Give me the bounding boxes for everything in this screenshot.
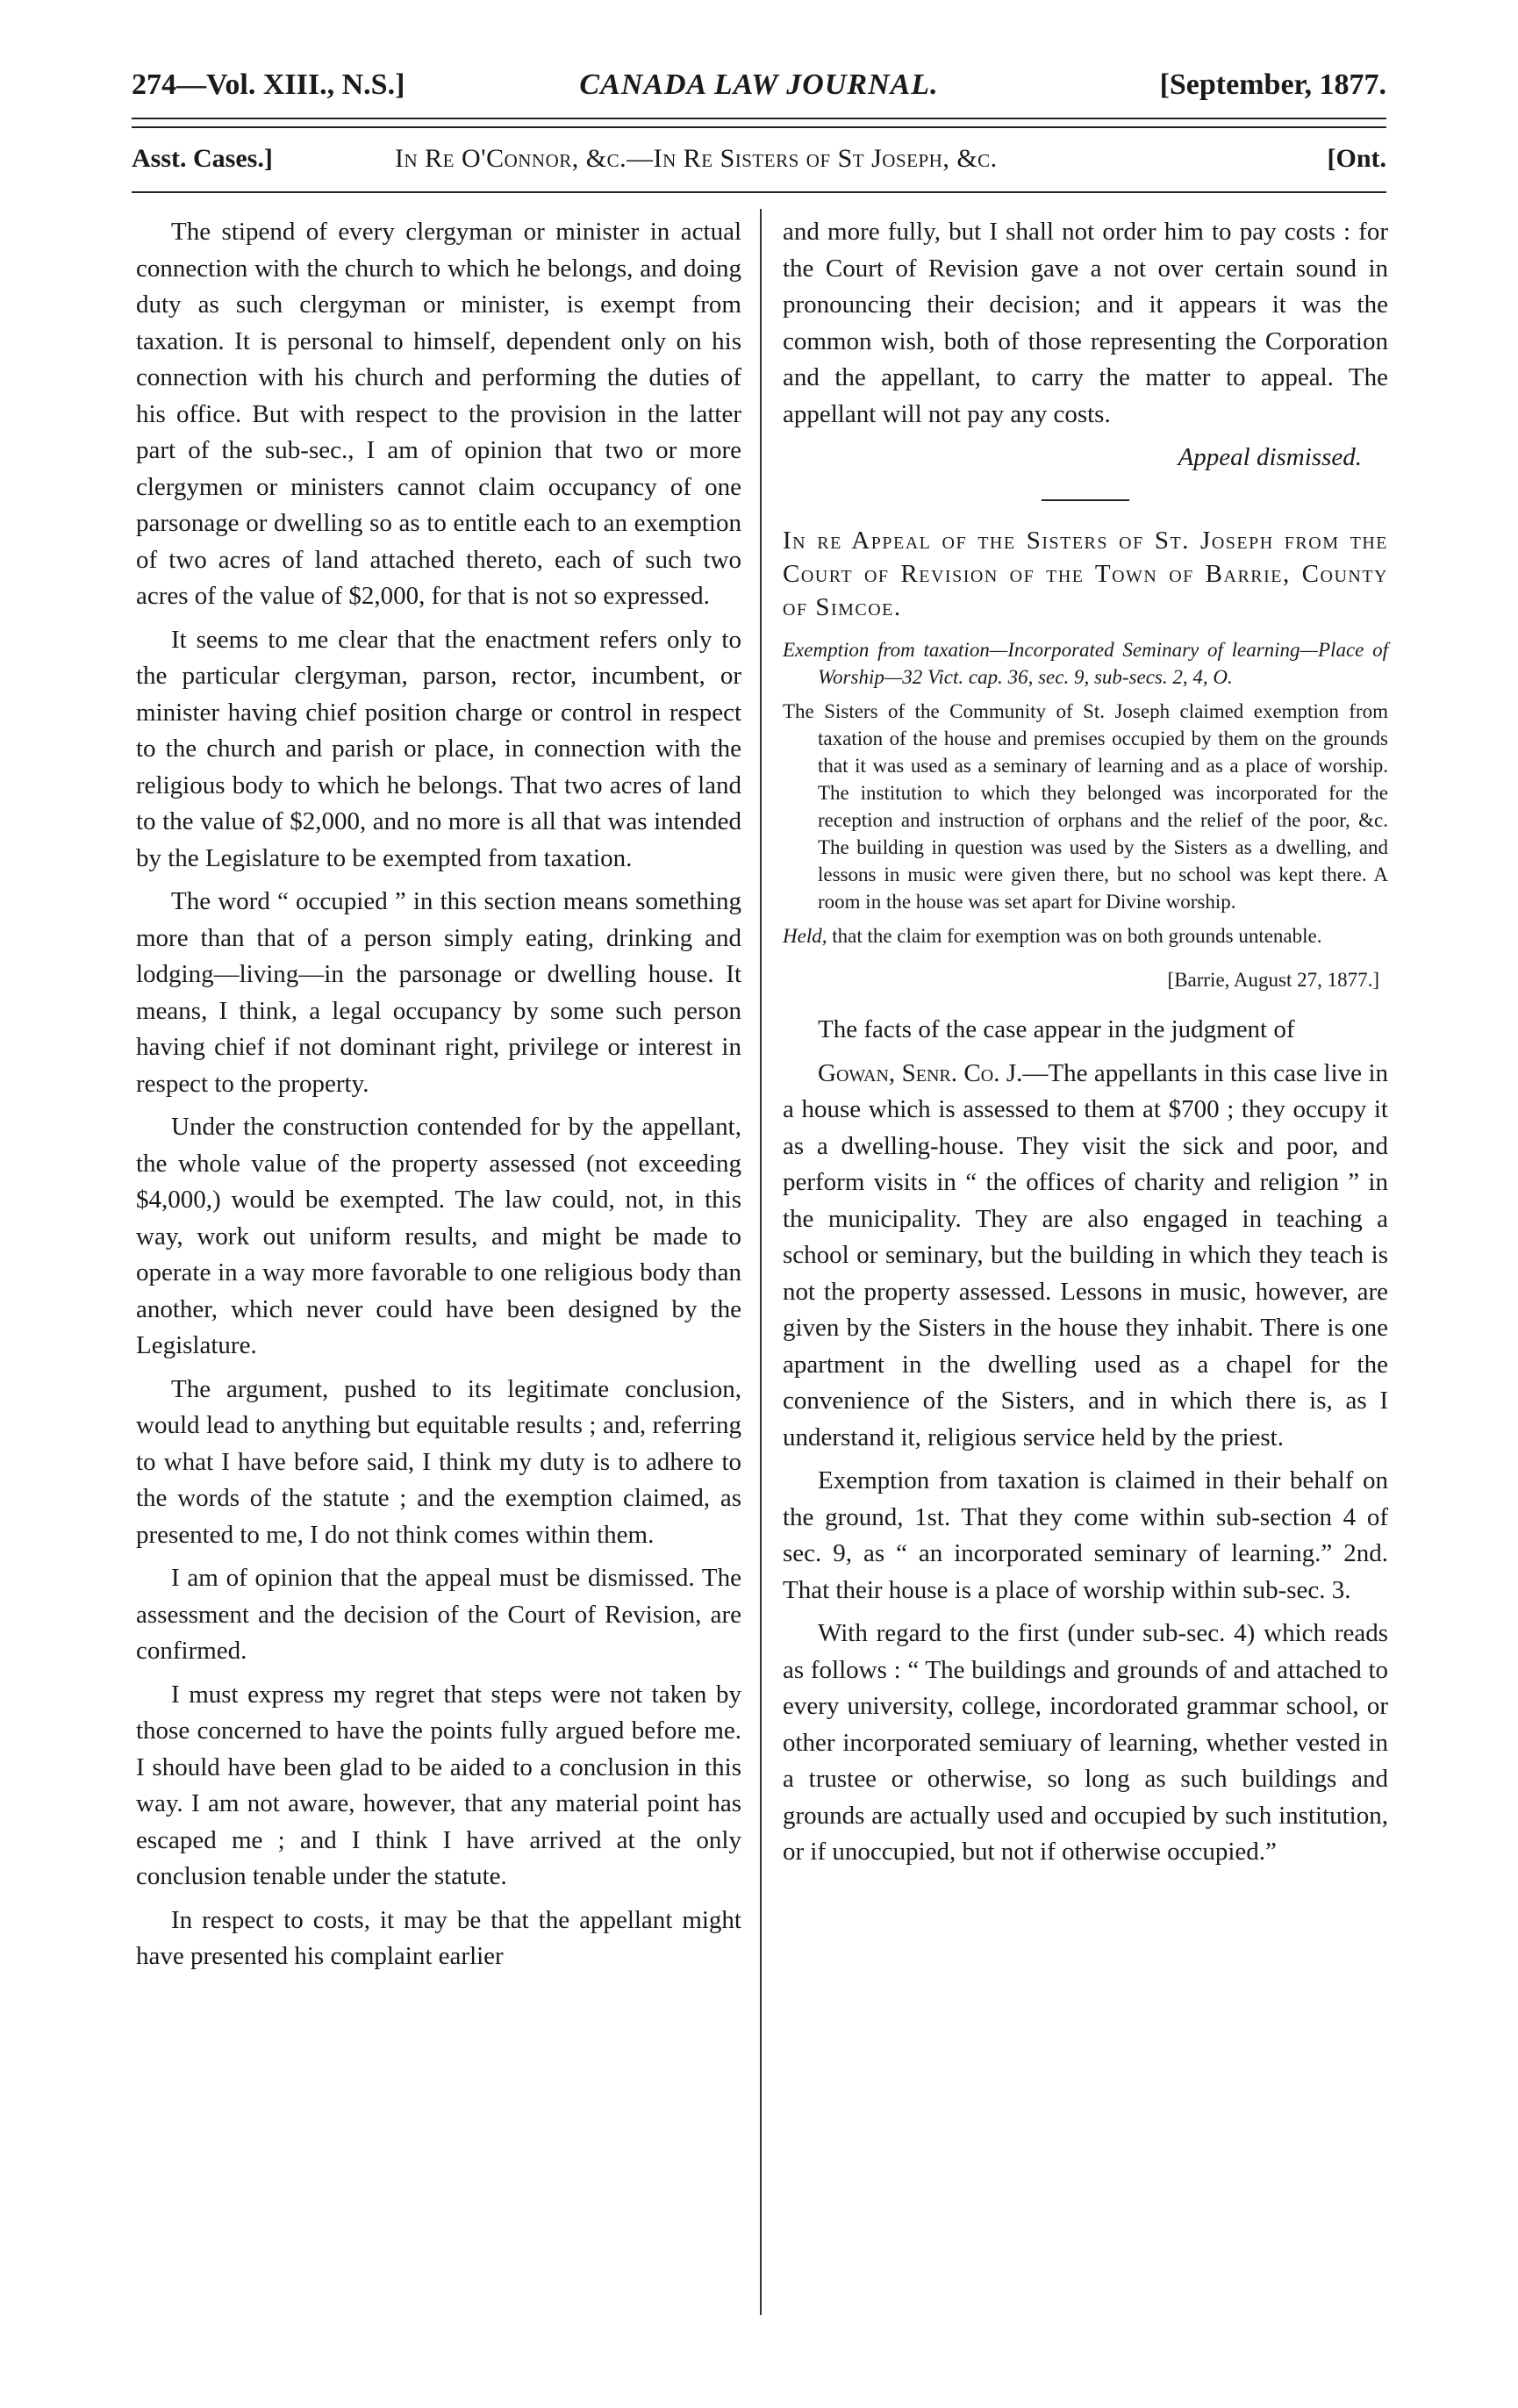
header-double-rule [132,118,1386,128]
judgment-text: —The appellants in this case live in a house which is assessed to them at $700 ; they occupy it as a dwelling-house. They visit the sick and poor, and perform visits in “ the offices of charity and religion ” in the municipality. They are also engaged in teaching a school or seminary, but the building in which they teach is not the property assessed. Lessons in music, however, are given by the Sisters in the house they inhabit. There is one apartment in the dwelling used as a chapel for the convenience of the Sisters, and in which there is, as I understand it, religious service held by the priest. [783,1058,1388,1451]
case-category: Asst. Cases.] [132,144,273,173]
case-names: In Re O'Connor, &c.—In Re Sisters of St Joseph, &c. [395,144,998,173]
page-volume-ref: 274—Vol. XIII., N.S.] [132,68,405,101]
running-head [132,63,1386,116]
paragraph: It seems to me clear that the enactment refers only to the particular clergyman, parson, rector, incumbent, or minister having chief position charge or control in respect to the church and parish or place, in connection with the religious body to which he belongs. That two acres of land to the value of $2,000, and no more is all that was intended by the Legislature to be exempted from taxation. [136,625,741,872]
headnote: The Sisters of the Community of St. Joseph claimed exemption from taxation of the house and premises occupied by them on the grounds that it was used as a seminary of learning and as a place of worship. The institution to which they belonged was incorporated for the reception and instruction of orphans and the relief of the poor, &c. The building in question was used by the Sisters as a dwelling, and lessons in music were given there, but no school was kept there. A room in the house was set apart for Divine worship. [783,699,1388,913]
left-column [136,214,741,1982]
section-divider [1042,499,1129,501]
issue-date: [September, 1877. [1159,68,1386,101]
judgment-paragraph [783,1056,1388,1457]
judgment-paragraph: With regard to the first (under sub-sec. 4) which reads as follows : “ The buildings and grounds of and attached to every university, college, incordorated grammar school, or other incorporated semiuary of learning, whether vested in a trustee or otherwise, so long as such buildings and grounds are actually used and occupied by such institution, or if unoccupied, but not if otherwise occupied.” [783,1619,1388,1866]
column-divider [760,209,762,2315]
header-rule [132,191,1386,193]
paragraph: The word “ occupied ” in this section means something more than that of a person simply eating, drinking and lodging—living—in the parsonage or dwelling house. It means, I think, a legal occupancy by some such person having chief if not dominant right, privilege or interest in respect to the property. [136,887,741,1098]
paragraph: The stipend of every clergyman or minister in actual connection with the church to which he belongs, and doing duty as such clergyman or minister, is exempt from taxation. It is personal to himself, dependent only on his connection with his church and performing the duties of his office. But with respect to the provision in the latter part of the sub-sec., I am of opinion that two or more clergymen or ministers cannot claim occupancy of one parsonage or dwelling so as to entitle each to an exemption of two acres of land attached thereto, each of such two acres of the value of $2,000, for that is not so expressed. [136,218,741,610]
paragraph: In respect to costs, it may be that the appellant might have presented his complaint earlier [136,1905,741,1970]
case-header [132,140,1386,184]
held-text: that the claim for exemption was on both grounds untenable. [827,924,1322,947]
case-title: In re Appeal of the Sisters of St. Joseph from the Court of Revision of the Town of Barrie, County of Simcoe. [783,526,1388,621]
paragraph: Under the construction contended for by the appellant, the whole value of the property assessed (not exceeding $4,000,) would be exempted. The law could, not, in this way, work out uniform results, and might be made to operate in a way more favorable to one religious body than another, which never could have been designed by the Legislature. [136,1113,741,1359]
case-province: [Ont. [1327,144,1386,173]
judge-name: Gowan, Senr. Co. J. [818,1058,1023,1087]
held-label: Held, [783,924,827,947]
dateline: [Barrie, August 27, 1877.] [1167,968,1379,991]
appeal-result: Appeal dismissed. [1178,443,1362,471]
judgment-paragraph: Exemption from taxation is claimed in their behalf on the ground, 1st. That they come within sub-section 4 of sec. 9, as “ an incorporated seminary of learning.” 2nd. That their house is a place of worship within sub-sec. 3. [783,1466,1388,1604]
paragraph: The argument, pushed to its legitimate conclusion, would lead to anything but equitable results ; and, referring to what I have before said, I think my duty is to adhere to the words of the statute ; and the exemption claimed, as presented to me, I do not think comes within them. [136,1374,741,1549]
journal-title: CANADA LAW JOURNAL. [579,68,939,101]
paragraph: I must express my regret that steps were not taken by those concerned to have the points fully argued before me. I should have been glad to be aided to a conclusion in this way. I am not aware, however, that any material point has escaped me ; and I think I have arrived at the only conclusion tenable under the statute. [136,1680,741,1890]
facts-intro: The facts of the case appear in the judgment of [818,1015,1295,1043]
catchwords: Exemption from taxation—Incorporated Seminary of learning—Place of Worship—32 Vict. cap. 36, sec. 9, sub-secs. 2, 4, O. [783,638,1388,688]
paragraph: I am of opinion that the appeal must be dismissed. The assessment and the decision of the Court of Revision, are confirmed. [136,1564,741,1665]
continued-paragraph: and more fully, but I shall not order him to pay costs : for the Court of Revision gave a not over certain sound in pronouncing their decision; and it appears it was the common wish, both of those representing the Corporation and the appellant, to carry the matter to appeal. The appellant will not pay any costs. [783,218,1388,428]
right-column [783,214,1388,1878]
holding [783,922,1388,950]
